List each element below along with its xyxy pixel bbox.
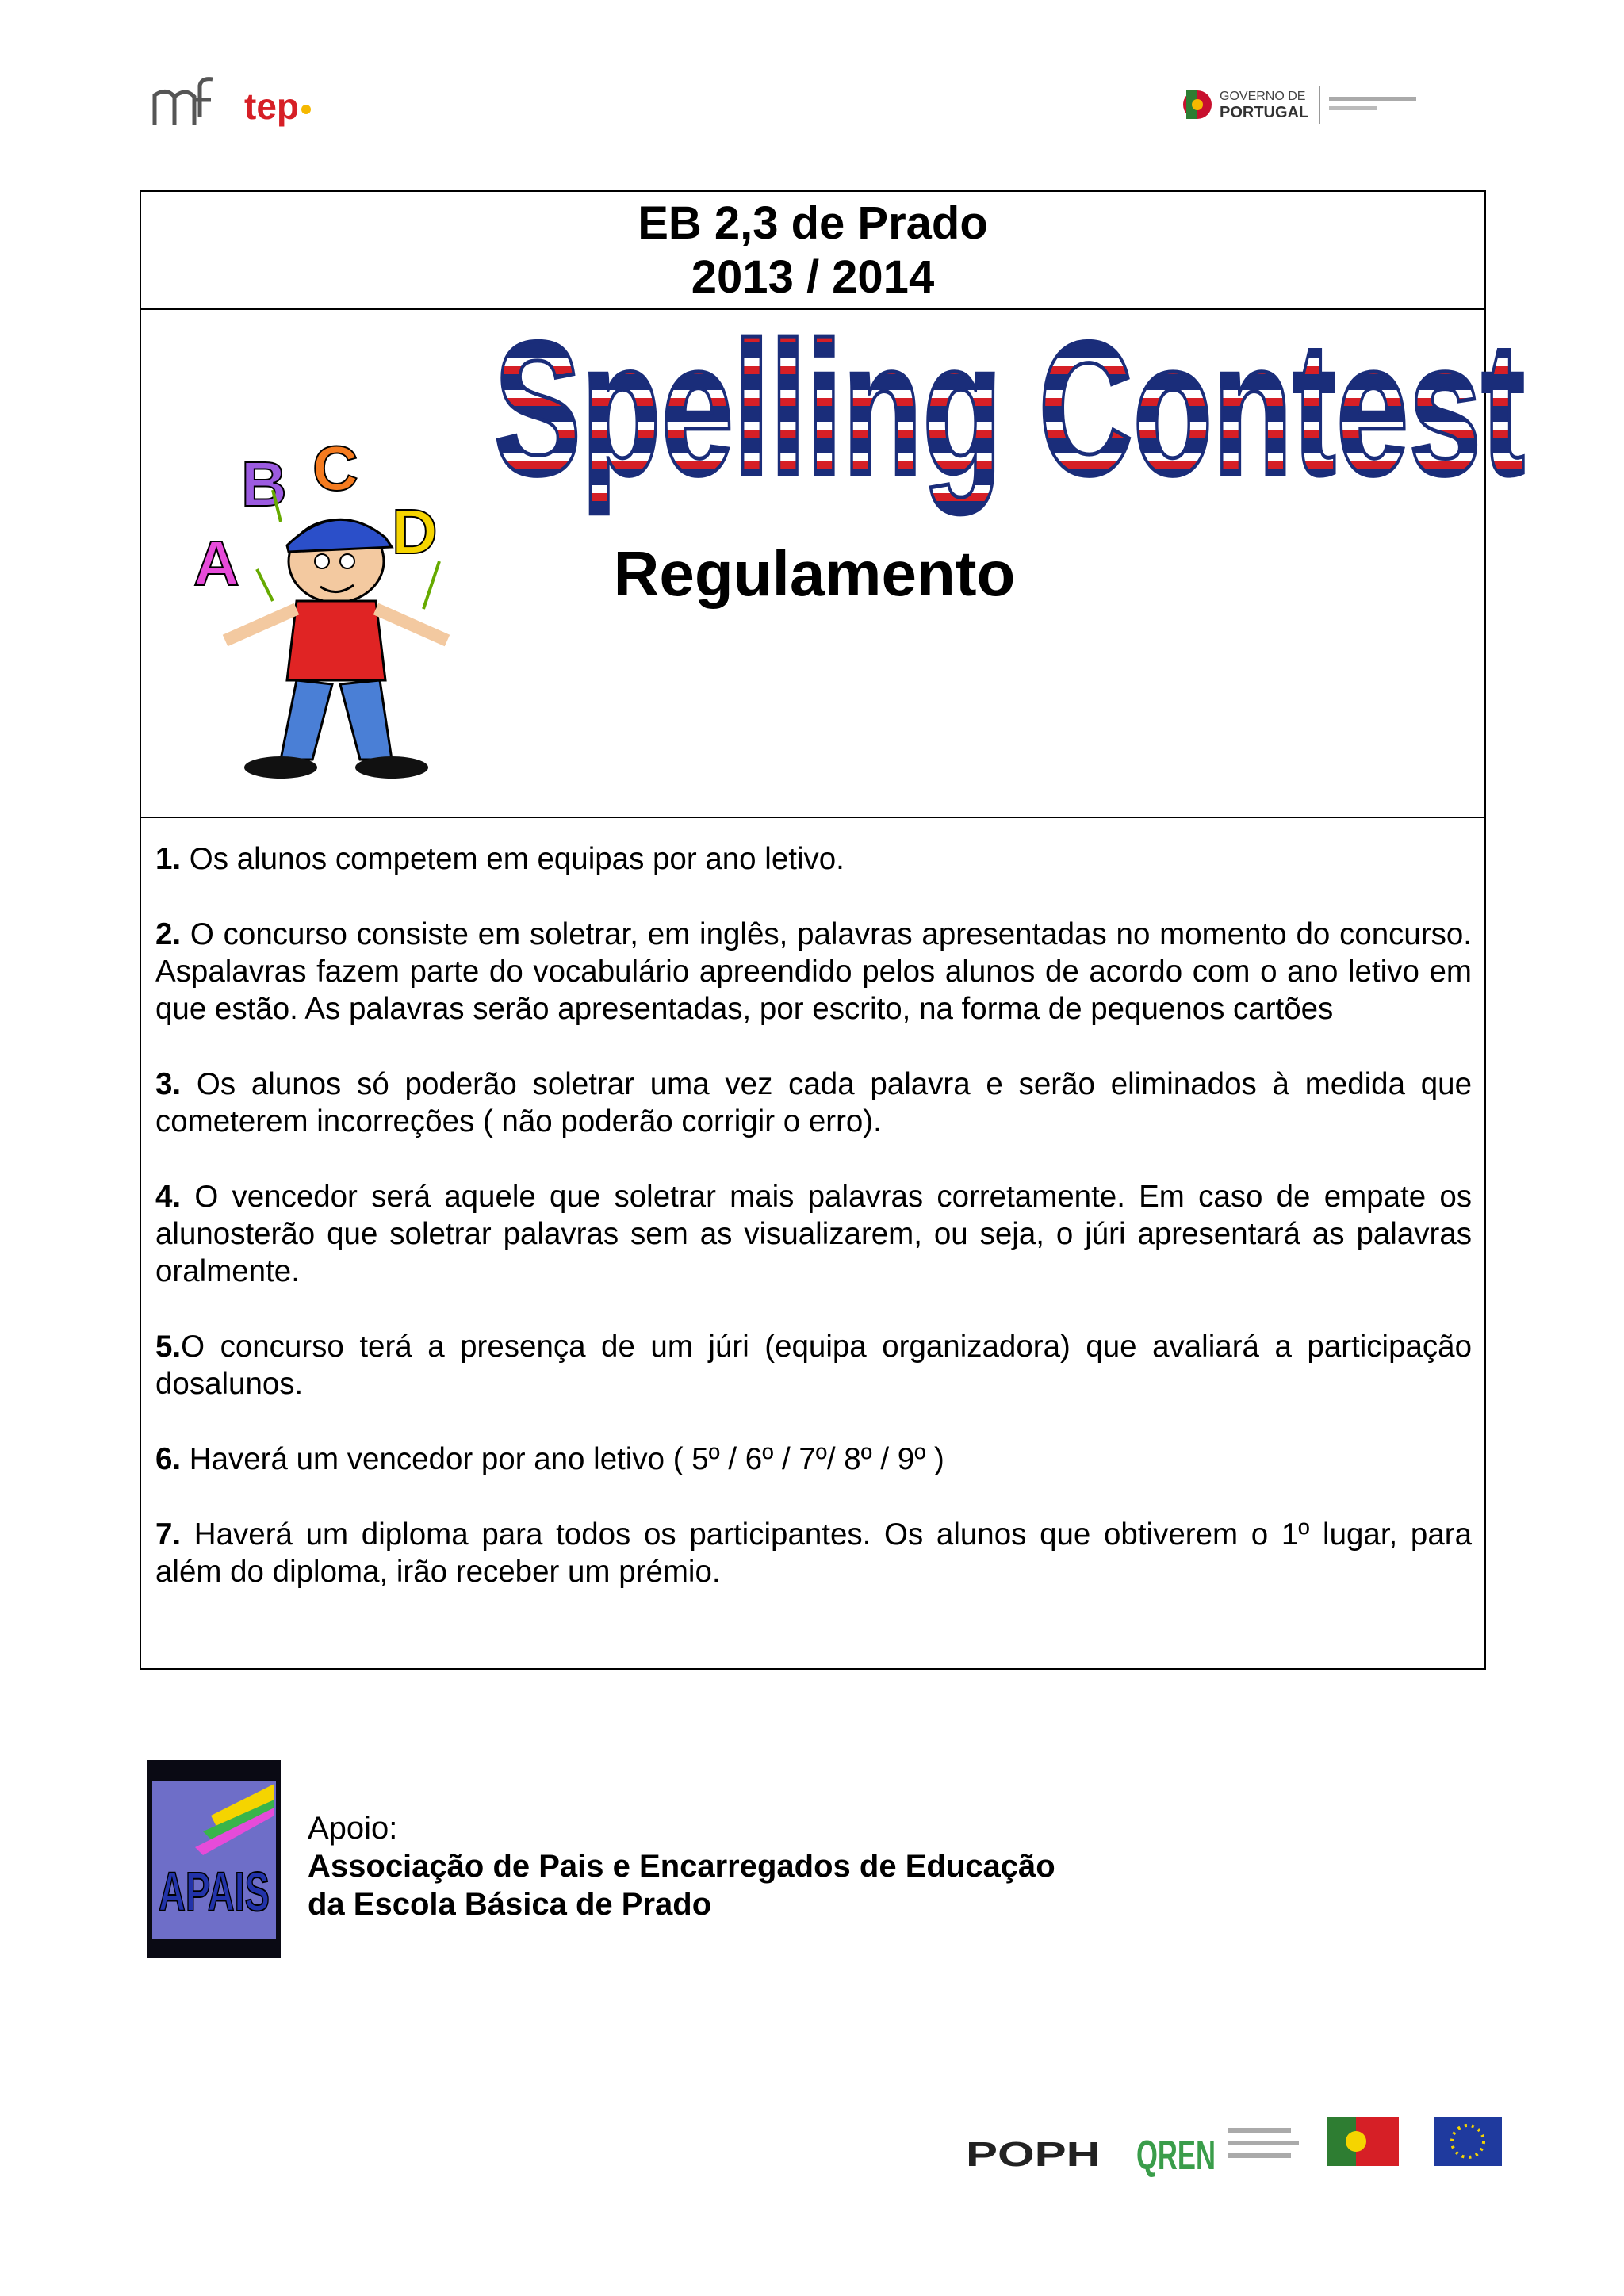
qren-logo: QREN xyxy=(1136,2133,1216,2179)
apoio-label: Apoio: xyxy=(308,1811,398,1846)
rule-item: 6. Haverá um vencedor por ano letivo ( 5º / 6º / 7º/ 8º / 9º ) xyxy=(155,1442,944,1476)
school-year: 2013 / 2014 xyxy=(691,251,935,303)
svg-text:C: C xyxy=(312,433,358,503)
svg-text:B: B xyxy=(241,449,287,519)
rule-item: 3. Os alunos só poderão soletrar uma vez cada palavra e serão eliminados à medida que cometerem incorreções ( não poderão corrigir o erro). xyxy=(155,1067,1472,1138)
title-area xyxy=(141,302,1525,818)
rule-item: 5.O concurso terá a presença de um júri (equipa organizadora) que avaliará a participação dosalunos. xyxy=(155,1330,1472,1401)
portugal-flag-icon xyxy=(1327,2117,1399,2166)
rule-item: 1. Os alunos competem em equipas por ano letivo. xyxy=(155,842,845,876)
rules-list xyxy=(155,840,1472,1628)
funding-logos xyxy=(958,2109,1529,2196)
ministry-logo xyxy=(151,70,333,141)
support-text xyxy=(308,1809,1055,1923)
regulamento-heading: Regulamento xyxy=(613,538,1016,609)
svg-text:GOVERNO DE: GOVERNO DE xyxy=(1220,90,1306,103)
spelling-contest-title xyxy=(411,302,1608,522)
contest-title-text: Spelling Contest xyxy=(494,302,1525,515)
svg-text:A: A xyxy=(193,528,239,599)
apais-logo xyxy=(147,1760,281,1958)
eu-flag-icon xyxy=(1434,2117,1502,2166)
tep-logo-text: tep xyxy=(244,86,299,127)
governo-portugal-logo xyxy=(1180,79,1426,128)
svg-text:APAIS: APAIS xyxy=(159,1861,270,1923)
apoio-org-line2: da Escola Básica de Prado xyxy=(308,1887,712,1922)
rule-item: 2. O concurso consiste em soletrar, em inglês, palavras apresentadas no momento do concurso. Aspalavras fazem parte do vocabulário apreendido pelos alunos de acordo com o ano letivo em que estão. As palavras serão apresentadas, por escrito, na forma de pequenos cartões xyxy=(155,917,1472,1026)
rules-box xyxy=(140,190,1525,1670)
rule-item: 7. Haverá um diploma para todos os participantes. Os alunos que obtiverem o 1º lugar, para além do diploma, irão receber um prémio. xyxy=(155,1517,1472,1589)
svg-text:D: D xyxy=(392,496,438,567)
rule-item: 4. O vencedor será aquele que soletrar mais palavras corretamente. Em caso de empate os alunosterão que soletrar palavras sem as visualizarem, ou seja, o júri apresentará as palavras oralmente. xyxy=(155,1180,1472,1288)
school-name: EB 2,3 de Prado xyxy=(638,197,988,249)
svg-text:PORTUGAL: PORTUGAL xyxy=(1220,104,1309,121)
box-header xyxy=(141,192,1484,310)
poph-logo: POPH xyxy=(966,2135,1101,2174)
apoio-org-line1: Associação de Pais e Encarregados de Educação xyxy=(308,1849,1055,1884)
